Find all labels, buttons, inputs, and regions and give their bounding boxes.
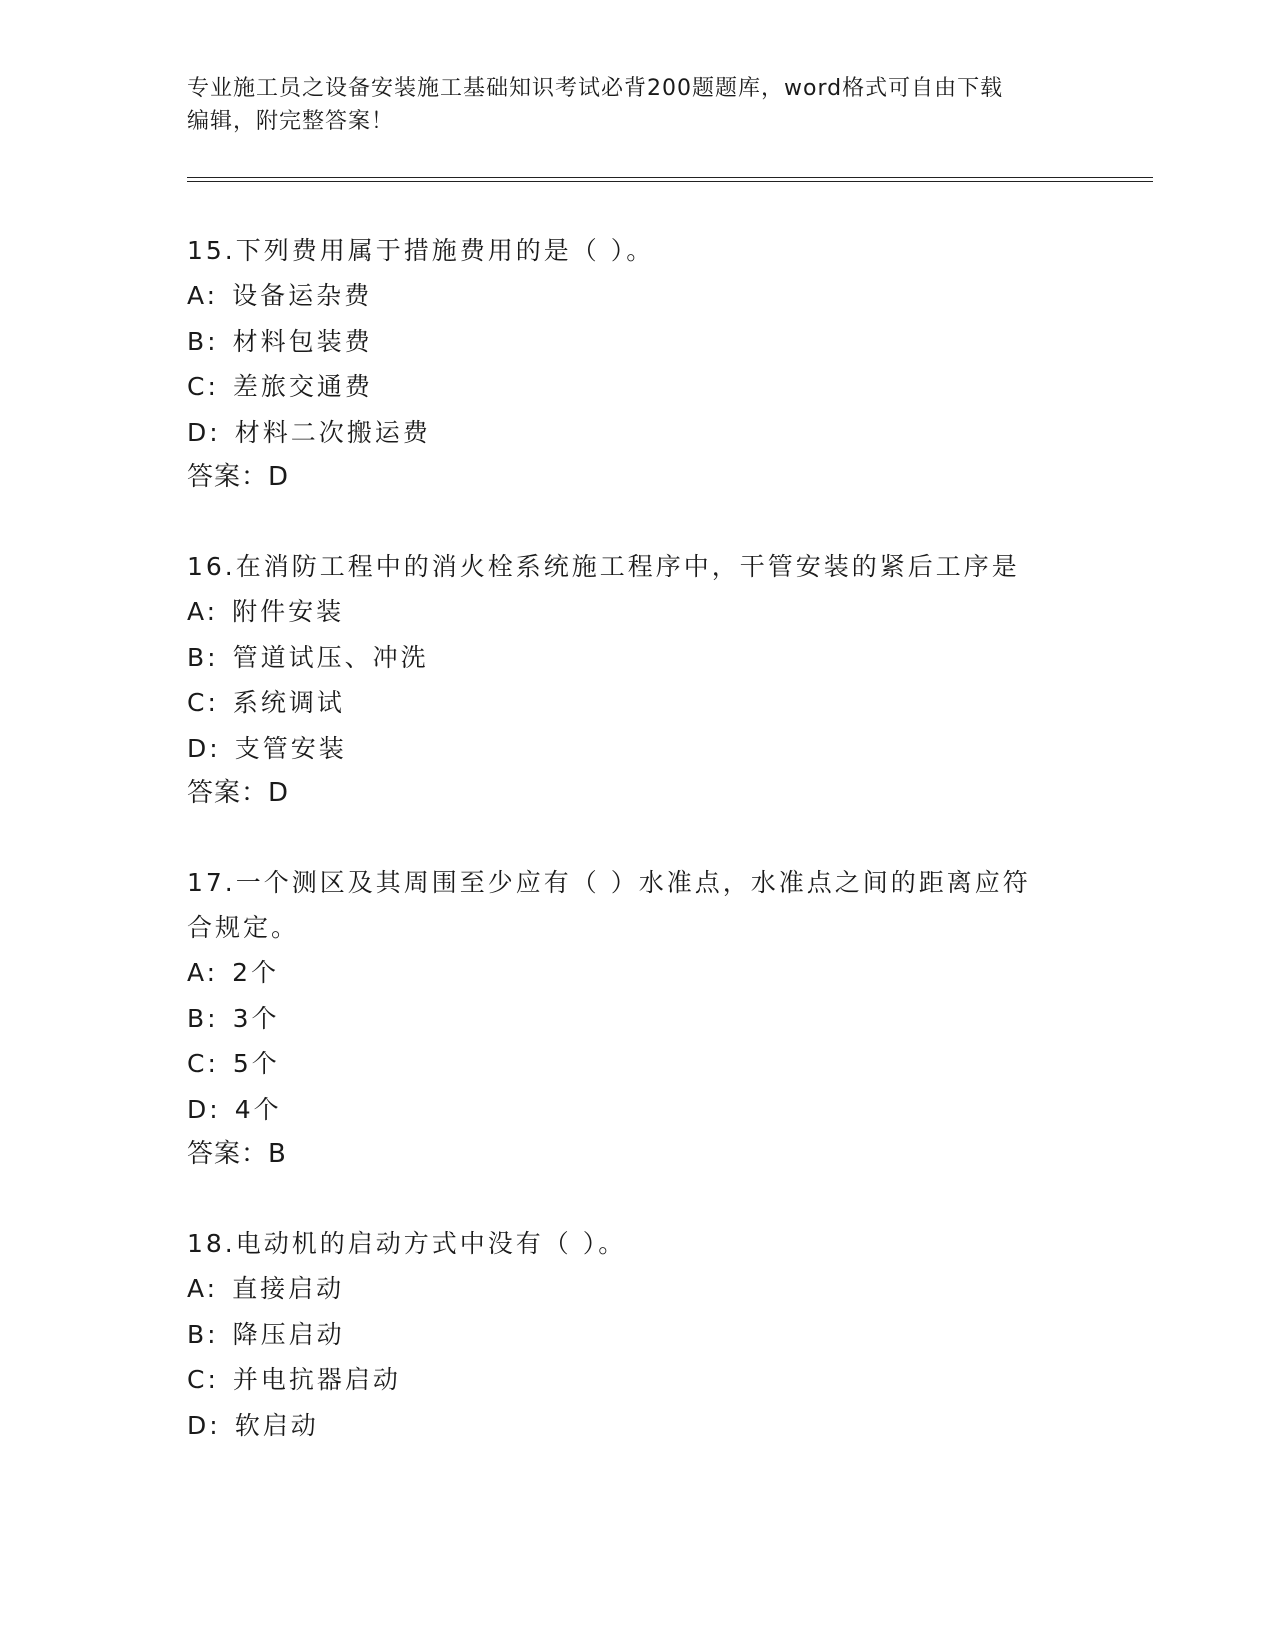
option-text: 2个 bbox=[232, 958, 279, 987]
option-b bbox=[187, 319, 1087, 365]
option-text: 系统调试 bbox=[232, 688, 345, 717]
option-letter: B: bbox=[187, 1319, 219, 1349]
option-a bbox=[187, 1266, 1087, 1312]
question-18 bbox=[187, 1221, 1087, 1448]
option-letter: C: bbox=[187, 688, 219, 717]
option-text: 管道试压、冲洗 bbox=[232, 642, 429, 672]
option-letter: D: bbox=[187, 733, 221, 763]
option-letter: D: bbox=[187, 1094, 221, 1124]
answer-line: 答案：D bbox=[187, 778, 290, 808]
option-letter: C: bbox=[187, 372, 219, 401]
option-c bbox=[187, 1041, 1087, 1087]
option-a bbox=[187, 273, 1087, 319]
question-stem: 16.在消防工程中的消火栓系统施工程序中，干管安装的紧后工序是 bbox=[187, 552, 1020, 581]
option-text: 差旅交通费 bbox=[232, 372, 373, 401]
option-letter: B: bbox=[187, 642, 219, 672]
document-header bbox=[187, 72, 1087, 138]
option-a bbox=[187, 950, 1087, 996]
option-text: 支管安装 bbox=[234, 733, 347, 763]
option-d bbox=[187, 1403, 1087, 1449]
header-line-1: 专业施工员之设备安装施工基础知识考试必背200题题库，word格式可自由下载 bbox=[187, 76, 1004, 101]
option-letter: A: bbox=[187, 597, 219, 626]
option-c bbox=[187, 680, 1087, 726]
option-text: 降压启动 bbox=[232, 1319, 345, 1349]
option-letter: C: bbox=[187, 1365, 219, 1394]
question-stem: 15.下列费用属于措施费用的是（ ）。 bbox=[187, 236, 655, 265]
option-letter: C: bbox=[187, 1049, 219, 1078]
option-b bbox=[187, 996, 1087, 1042]
option-c bbox=[187, 1357, 1087, 1403]
option-text: 5个 bbox=[232, 1049, 280, 1078]
header-divider-top bbox=[187, 177, 1153, 178]
option-c bbox=[187, 364, 1087, 410]
option-text: 3个 bbox=[232, 1003, 280, 1033]
option-text: 软启动 bbox=[234, 1410, 319, 1440]
option-text: 设备运杂费 bbox=[232, 281, 373, 310]
option-letter: A: bbox=[187, 1274, 219, 1303]
question-stem-line-1: 17.一个测区及其周围至少应有（ ）水准点，水准点之间的距离应符 bbox=[187, 868, 1031, 897]
answer-line: 答案：B bbox=[187, 1139, 287, 1169]
answer-line: 答案：D bbox=[187, 462, 290, 492]
option-text: 直接启动 bbox=[232, 1274, 345, 1303]
option-letter: B: bbox=[187, 326, 219, 356]
option-text: 并电抗器启动 bbox=[232, 1365, 401, 1394]
header-line-2: 编辑，附完整答案！ bbox=[187, 109, 395, 134]
option-b bbox=[187, 1312, 1087, 1358]
option-d bbox=[187, 1087, 1087, 1133]
option-d bbox=[187, 410, 1087, 456]
option-d bbox=[187, 726, 1087, 772]
option-letter: D: bbox=[187, 417, 221, 447]
option-a bbox=[187, 589, 1087, 635]
option-text: 附件安装 bbox=[232, 597, 345, 626]
question-16 bbox=[187, 544, 1087, 816]
option-b bbox=[187, 635, 1087, 681]
option-letter: A: bbox=[187, 281, 219, 310]
question-stem: 18.电动机的启动方式中没有（ ）。 bbox=[187, 1229, 627, 1258]
option-text: 材料二次搬运费 bbox=[234, 417, 431, 447]
question-stem-line-2: 合规定。 bbox=[187, 913, 300, 942]
question-17 bbox=[187, 860, 1087, 1177]
option-text: 4个 bbox=[234, 1094, 282, 1124]
header-divider-bottom bbox=[187, 181, 1153, 182]
option-text: 材料包装费 bbox=[232, 326, 373, 356]
option-letter: D: bbox=[187, 1410, 221, 1440]
question-15 bbox=[187, 228, 1087, 500]
option-letter: A: bbox=[187, 958, 219, 987]
option-letter: B: bbox=[187, 1003, 219, 1033]
